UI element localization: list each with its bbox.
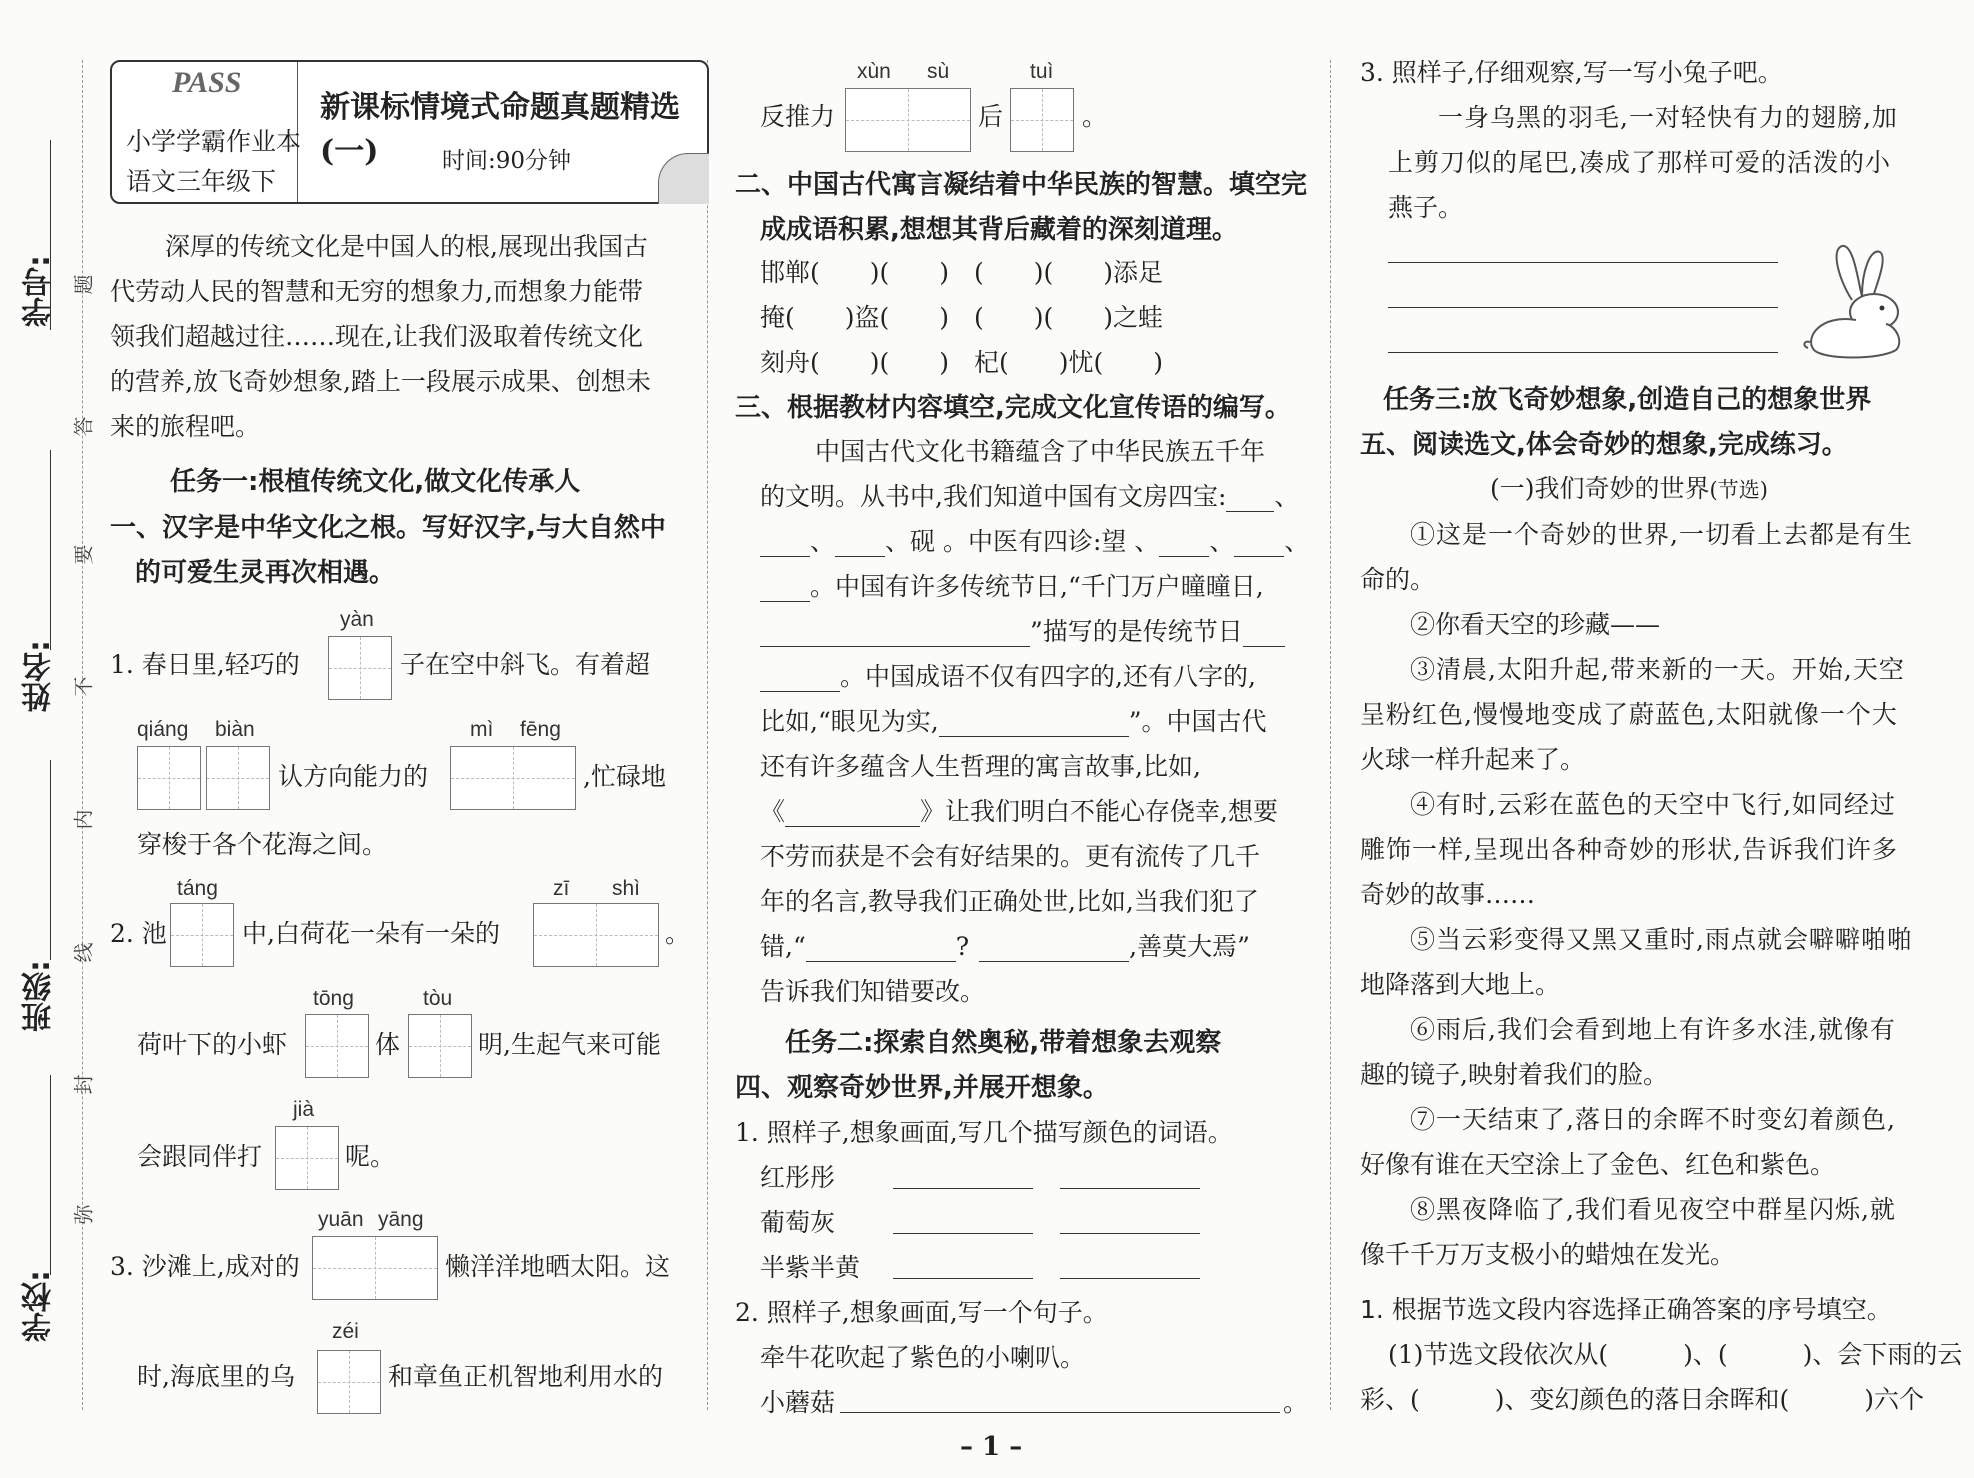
example-passage: 燕子。	[1388, 193, 1464, 222]
page-number: – 1 –	[960, 1432, 1023, 1462]
q3-text: 告诉我们知错要改。	[760, 977, 986, 1006]
intro-line: 深厚的传统文化是中国人的根,展现出我国古	[165, 232, 648, 261]
char-box[interactable]	[206, 746, 270, 810]
fill-blank[interactable]	[806, 937, 956, 962]
char-box[interactable]	[170, 903, 234, 967]
intro-line: 来的旅程吧。	[110, 412, 261, 441]
q1-s2-text: 会跟同伴打	[137, 1142, 263, 1171]
intro-line: 的营养,放飞奇妙想象,踏上一段展示成果、创想未	[110, 367, 651, 396]
school-line	[50, 1075, 51, 1275]
pinyin: yāng	[378, 1208, 424, 1231]
passage-line: ⑧黑夜降临了,我们看见夜空中群星闪烁,就	[1410, 1195, 1896, 1224]
q3-text: 年的名言,教导我们正确处世,比如,当我们犯了	[760, 887, 1259, 916]
q3-text-part: 《	[760, 797, 786, 826]
q3-text-part: 比如,“眼见为实,	[760, 707, 939, 736]
q5-1-prompt: 1. 根据节选文段内容选择正确答案的序号填空。	[1360, 1295, 1892, 1324]
fill-blank[interactable]	[785, 802, 920, 827]
pinyin: sù	[927, 60, 950, 83]
pinyin: fēng	[520, 718, 561, 741]
q5-title: 五、阅读选文,体会奇妙的想象,完成练习。	[1360, 430, 1848, 460]
time-limit: 时间:90分钟	[442, 148, 572, 174]
q3-text-part: ”。中国古代	[1128, 707, 1267, 736]
color-word-example: 半紫半黄	[760, 1253, 861, 1282]
seal-char: 答	[71, 416, 96, 437]
seal-char: 不	[71, 676, 96, 697]
pass-logo: PASS	[172, 66, 242, 99]
class-line	[50, 760, 51, 960]
q4-2-prompt: 2. 照样子,想象画面,写一个句子。	[735, 1298, 1108, 1327]
q3-text-part: 、	[1284, 527, 1310, 556]
passage-line: 奇妙的故事……	[1360, 880, 1536, 909]
q3-text	[760, 797, 1278, 827]
idiom-line[interactable]: 刻舟( )( ) 杞( )忧( )	[760, 348, 1164, 377]
q3-text-part: 、	[1274, 482, 1300, 511]
q3-text	[760, 482, 1299, 512]
seal-char: 要	[71, 544, 96, 565]
q1-s1-text: 子在空中斜飞。有着超	[400, 650, 651, 679]
char-box[interactable]	[275, 1126, 339, 1190]
pinyin: biàn	[215, 718, 255, 741]
passage-line: 趣的镜子,映射着我们的脸。	[1360, 1060, 1668, 1089]
q3-text-part: ,善莫大焉”	[1129, 932, 1250, 961]
q3-text	[760, 662, 1256, 692]
q3-text-part: ?	[955, 932, 970, 961]
passage-line: ⑦一天结束了,落日的余晖不时变幻着颜色,	[1410, 1105, 1896, 1134]
q2-title: 二、中国古代寓言凝结着中华民族的智慧。填空完	[735, 170, 1308, 200]
q5-1-line[interactable]: (1)节选文段依次从( )、( )、会下雨的云	[1388, 1340, 1963, 1369]
passage-line: ④有时,云彩在蓝色的天空中飞行,如同经过	[1410, 790, 1896, 819]
answer-line[interactable]	[893, 1188, 1033, 1189]
passage-line: ②你看天空的珍藏——	[1410, 610, 1661, 639]
passage-line: ①这是一个奇妙的世界,一切看上去都是有生	[1410, 520, 1913, 549]
q3-text-part: 》让我们明白不能心存侥幸,想要	[920, 797, 1278, 826]
q1-s3-text: 3. 沙滩上,成对的	[110, 1252, 300, 1281]
q1-s3-text: 时,海底里的乌	[137, 1362, 295, 1391]
rabbit-icon	[1800, 242, 1930, 362]
passage-line: 火球一样升起来了。	[1360, 745, 1586, 774]
q3-text-part: 错,“	[760, 932, 806, 961]
passage-line: ⑥雨后,我们会看到地上有许多水洼,就像有	[1410, 1015, 1896, 1044]
q1-s1-text: 认方向能力的	[278, 762, 429, 791]
q4-2-start: 小蘑菇	[760, 1388, 836, 1417]
task2-heading: 任务二:探索自然奥秘,带着想象去观察	[785, 1028, 1222, 1058]
passage-line: ③清晨,太阳升起,带来新的一天。开始,天空	[1410, 655, 1905, 684]
q3-text-part: 、	[810, 527, 836, 556]
q3-text-part: 、	[1209, 527, 1235, 556]
q1-s3-text: 懒洋洋地晒太阳。这	[445, 1252, 671, 1281]
q1-s3-text: 和章鱼正机智地利用水的	[388, 1362, 664, 1391]
answer-line[interactable]	[893, 1278, 1033, 1279]
idiom-line[interactable]: 邯郸( )( ) ( )( )添足	[760, 258, 1164, 287]
fill-blank[interactable]	[1234, 532, 1284, 557]
seal-char: 弥	[71, 1204, 96, 1225]
char-box[interactable]	[408, 1014, 472, 1078]
answer-line[interactable]	[840, 1412, 1280, 1413]
q3-text	[760, 527, 1309, 557]
char-box[interactable]	[137, 746, 201, 810]
passage-line: ⑤当云彩变得又黑又重时,雨点就会噼噼啪啪	[1410, 925, 1913, 954]
pinyin: shì	[612, 877, 641, 900]
q1-s2-text: 。	[665, 919, 691, 948]
q3-text	[760, 617, 1285, 647]
idiom-line[interactable]: 掩( )盗( ) ( )( )之蛙	[760, 303, 1164, 332]
class-label: 班级:	[22, 960, 57, 1032]
pinyin: jià	[293, 1098, 315, 1121]
answer-line[interactable]	[1060, 1233, 1200, 1234]
answer-line[interactable]	[1388, 352, 1778, 353]
name-line	[50, 450, 51, 650]
char-box-double[interactable]	[450, 746, 576, 810]
seal-char: 题	[71, 274, 96, 295]
intro-line: 领我们超越过往……现在,让我们汲取着传统文化	[110, 322, 643, 351]
pinyin: mì	[470, 718, 494, 741]
q1-s2-text: 呢。	[345, 1142, 396, 1171]
q1-title: 的可爱生灵再次相遇。	[135, 558, 396, 588]
book-grade: 语文三年级下	[126, 167, 277, 196]
col2-cont-text: 。	[1082, 102, 1108, 131]
q1-s2-text: 体	[375, 1030, 401, 1059]
char-box[interactable]	[328, 636, 392, 700]
q3-text: 中国古代文化书籍蕴含了中华民族五千年	[815, 437, 1266, 466]
char-box-double[interactable]	[533, 903, 659, 967]
answer-line[interactable]	[1060, 1278, 1200, 1279]
q1-s1-text: 穿梭于各个花海之间。	[137, 830, 388, 859]
column-divider	[1330, 60, 1331, 1410]
q1-s2-text: 2. 池	[110, 919, 167, 948]
q4-1-prompt: 1. 照样子,想象画面,写几个描写颜色的词语。	[735, 1118, 1233, 1147]
color-word-example: 葡萄灰	[760, 1208, 836, 1237]
fill-blank[interactable]	[760, 622, 1030, 647]
q3-title: 三、根据教材内容填空,完成文化宣传语的编写。	[735, 393, 1291, 423]
q4-title: 四、观察奇妙世界,并展开想象。	[735, 1073, 1109, 1103]
answer-line[interactable]	[893, 1233, 1033, 1234]
char-box[interactable]	[1010, 88, 1074, 152]
q1-s2-text: 中,白荷花一朵有一朵的	[242, 919, 500, 948]
task3-heading: 任务三:放飞奇妙想象,创造自己的想象世界	[1383, 385, 1872, 415]
fill-blank[interactable]	[835, 532, 885, 557]
q4-3-prompt: 3. 照样子,仔细观察,写一写小兔子吧。	[1360, 58, 1783, 87]
q5-1-line[interactable]: 彩、( )、变幻颜色的落日余晖和( )六个	[1360, 1385, 1925, 1414]
q3-text	[760, 932, 1250, 962]
seal-char: 封	[71, 1074, 96, 1095]
pinyin: yuān	[318, 1208, 364, 1231]
pinyin: xùn	[857, 60, 891, 83]
q3-text	[760, 572, 1264, 602]
intro-line: 代劳动人民的智慧和无穷的想象力,而想象力能带	[110, 277, 643, 306]
char-box-double[interactable]	[312, 1236, 438, 1300]
pinyin: yàn	[340, 608, 374, 631]
fill-blank[interactable]	[760, 532, 810, 557]
pinyin: tuì	[1030, 60, 1054, 83]
color-word-example: 红彤彤	[760, 1163, 836, 1192]
char-box[interactable]	[317, 1350, 381, 1414]
q4-2-end: 。	[1283, 1388, 1309, 1417]
q3-text-part: ”描写的是传统节日	[1030, 617, 1243, 646]
q3-text: 不劳而获是不会有好结果的。更有流传了几千	[760, 842, 1261, 871]
answer-line[interactable]	[1388, 262, 1778, 263]
book-name: 小学学霸作业本	[126, 127, 302, 156]
pinyin: zī	[553, 877, 570, 900]
fill-blank[interactable]	[939, 712, 1129, 737]
q1-s2-text: 荷叶下的小虾	[137, 1030, 288, 1059]
q2-title: 成成语积累,想想其背后藏着的深刻道理。	[760, 215, 1238, 245]
fill-blank[interactable]	[1226, 487, 1274, 512]
passage-line: 地降落到大地上。	[1360, 970, 1561, 999]
fill-blank[interactable]	[760, 667, 840, 692]
passage-title	[1490, 474, 1768, 505]
seal-char: 内	[71, 809, 96, 830]
column-divider	[707, 60, 708, 1410]
char-box[interactable]	[305, 1014, 369, 1078]
q3-text-part: 。中国成语不仅有四字的,还有八字的,	[840, 662, 1256, 691]
passage-line: 像千千万万支极小的蜡烛在发光。	[1360, 1240, 1736, 1269]
page-title: 新课标情境式命题真题精选(一)	[320, 90, 680, 169]
student-id-line	[50, 140, 51, 330]
seal-char: 线	[71, 942, 96, 963]
q3-text	[760, 707, 1266, 737]
pinyin: táng	[177, 877, 218, 900]
fill-blank[interactable]	[1243, 622, 1285, 647]
fill-blank[interactable]	[1159, 532, 1209, 557]
q1-s1-text: ,忙碌地	[583, 762, 666, 791]
passage-line: 雕饰一样,呈现出各种奇妙的形状,告诉我们许多	[1360, 835, 1898, 864]
student-id-label: 学号:	[22, 255, 57, 327]
example-passage: 上剪刀似的尾巴,凑成了那样可爱的活泼的小	[1388, 148, 1891, 177]
q4-2-example: 牵牛花吹起了紫色的小喇叭。	[760, 1343, 1086, 1372]
q1-s1-text: 1. 春日里,轻巧的	[110, 650, 300, 679]
pinyin: tòu	[423, 987, 453, 1010]
q1-s2-text: 明,生起气来可能	[478, 1030, 661, 1059]
answer-line[interactable]	[1060, 1188, 1200, 1189]
passage-title-text: (一)我们奇妙的世界	[1490, 474, 1710, 503]
school-label: 学校:	[22, 1270, 57, 1342]
col2-cont-text: 反推力	[760, 102, 836, 131]
passage-line: 呈粉红色,慢慢地变成了蔚蓝色,太阳就像一个大	[1360, 700, 1898, 729]
pinyin: zéi	[332, 1320, 359, 1343]
passage-line: 命的。	[1360, 565, 1436, 594]
char-box-double[interactable]	[845, 88, 971, 152]
example-passage: 一身乌黑的羽毛,一对轻快有力的翅膀,加	[1438, 103, 1898, 132]
pinyin: tōng	[313, 987, 354, 1010]
passage-note: (节选)	[1709, 478, 1768, 502]
fill-blank[interactable]	[760, 577, 810, 602]
pinyin: qiáng	[137, 718, 189, 741]
header-box	[110, 60, 709, 204]
q3-text-part: 、砚 。中医有四诊:望 、	[885, 527, 1160, 556]
fill-blank[interactable]	[979, 937, 1129, 962]
q3-text-part: 。中国有许多传统节日,“千门万户曈曈日,	[810, 572, 1264, 601]
q1-title: 一、汉字是中华文化之根。写好汉字,与大自然中	[110, 513, 666, 543]
answer-line[interactable]	[1388, 307, 1778, 308]
q3-text-part: 的文明。从书中,我们知道中国有文房四宝:	[760, 482, 1227, 511]
q3-text: 还有许多蕴含人生哲理的寓言故事,比如,	[760, 752, 1201, 781]
name-label: 姓名:	[22, 640, 57, 712]
col2-cont-text: 后	[978, 102, 1004, 131]
task1-heading: 任务一:根植传统文化,做文化传承人	[170, 467, 581, 497]
passage-line: 好像有谁在天空涂上了金色、红色和紫色。	[1360, 1150, 1836, 1179]
